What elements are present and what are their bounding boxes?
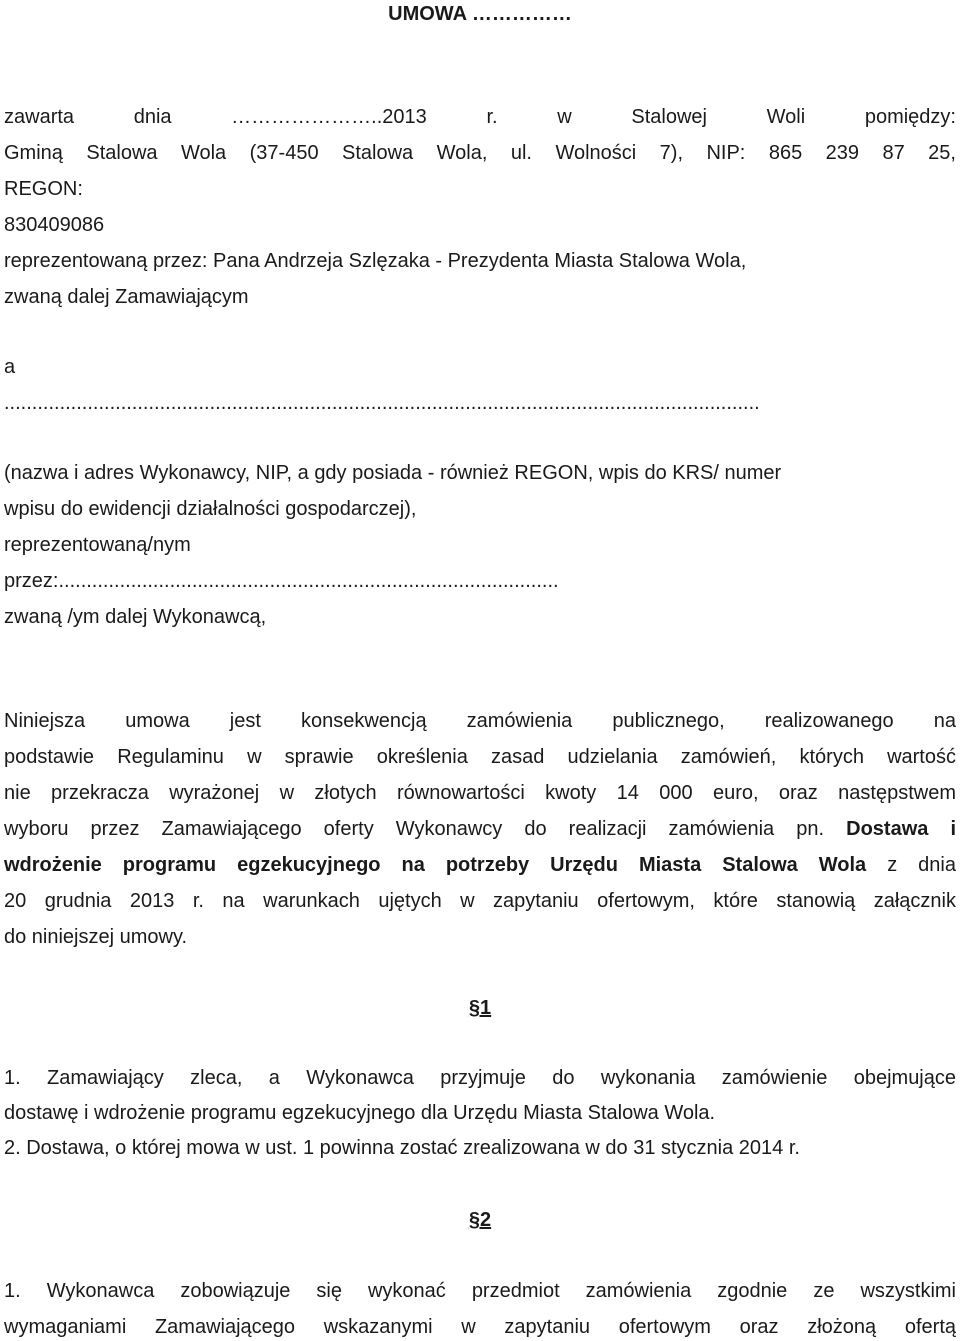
intro-line: (nazwa i adres Wykonawcy, NIP, a gdy posiada - również REGON, wpis do KRS/ numer bbox=[4, 462, 782, 484]
section-line: dostawę i wdrożenie programu egzekucyjnego dla Urzędu Miasta Stalowa Wola. bbox=[4, 1102, 716, 1124]
intro-line: REGON: bbox=[4, 178, 83, 200]
preamble-bold-text: wdrożenie programu egzekucyjnego na potrzeby Urzędu Miasta Stalowa Wola bbox=[4, 854, 867, 876]
dotted-fill-line: ........................................................................................................................................ bbox=[4, 392, 760, 414]
section-line: 2. Dostawa, o której mowa w ust. 1 powinna zostać zrealizowana w do 31 stycznia 2014 r. bbox=[4, 1137, 800, 1159]
intro-line: 830409086 bbox=[4, 214, 105, 236]
preamble-line: Niniejsza umowa jest konsekwencją zamówienia publicznego, realizowanego na bbox=[4, 710, 956, 732]
intro-line: zawarta dnia …………………..2013 r. w Stalowej Woli pomiędzy: bbox=[4, 106, 956, 128]
section-heading: §2 bbox=[468, 1209, 492, 1231]
preamble-line: nie przekracza wyrażonej w złotych równowartości kwoty 14 000 euro, oraz następstwem bbox=[4, 782, 956, 804]
section-line: 1. Zamawiający zleca, a Wykonawca przyjmuje do wykonania zamówienie obejmujące bbox=[4, 1067, 956, 1089]
intro-line: zwaną dalej Zamawiającym bbox=[4, 286, 249, 308]
preamble-bold-text: Dostawa i bbox=[846, 818, 957, 840]
intro-line: przez:.......................................................................................... bbox=[4, 570, 559, 592]
intro-line: a bbox=[4, 356, 16, 378]
intro-line: Gminą Stalowa Wola (37-450 Stalowa Wola, ul. Wolności 7), NIP: 865 239 87 25, bbox=[4, 142, 956, 164]
preamble-line: 20 grudnia 2013 r. na warunkach ujętych w zapytaniu ofertowym, które stanowią załącznik bbox=[4, 890, 956, 912]
preamble-text: z dnia bbox=[887, 854, 956, 876]
section-heading: §1 bbox=[468, 997, 492, 1019]
intro-line: reprezentowaną/nym bbox=[4, 534, 191, 556]
section-line: wymaganiami Zamawiającego wskazanymi w zapytaniu ofertowym oraz złożoną ofertą bbox=[4, 1316, 956, 1338]
intro-line: reprezentowaną przez: Pana Andrzeja Szlęzaka - Prezydenta Miasta Stalowa Wola, bbox=[4, 250, 747, 272]
intro-line: zwaną /ym dalej Wykonawcą, bbox=[4, 606, 267, 628]
preamble-text: wyboru przez Zamawiającego oferty Wykonawcy do realizacji zamówienia pn. bbox=[4, 818, 825, 840]
intro-line: wpisu do ewidencji działalności gospodarczej), bbox=[4, 498, 417, 520]
document-title: UMOWA …………… bbox=[388, 3, 572, 25]
preamble-line bbox=[4, 853, 956, 877]
preamble-line: podstawie Regulaminu w sprawie określenia zasad udzielania zamówień, których wartość bbox=[4, 746, 956, 768]
preamble-line bbox=[4, 817, 956, 841]
preamble-line: do niniejszej umowy. bbox=[4, 926, 188, 948]
section-line: 1. Wykonawca zobowiązuje się wykonać przedmiot zamówienia zgodnie ze wszystkimi bbox=[4, 1280, 956, 1302]
